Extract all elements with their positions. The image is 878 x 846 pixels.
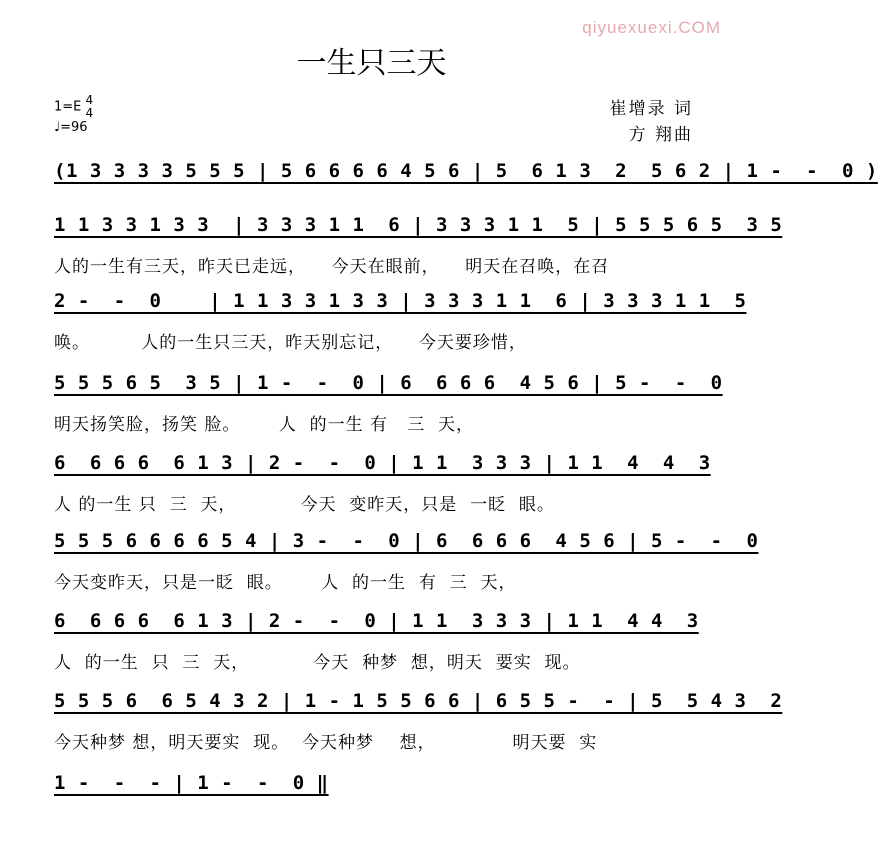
score-row xyxy=(54,690,783,764)
key-signature: 1=E xyxy=(54,99,82,115)
lyrics-line: 人 的一生 只 三 天， 今天 变昨天，只是 一眨 眼。 xyxy=(54,495,555,515)
lyrics-line: 唤。 人的一生只三天，昨天别忘记， 今天要珍惜， xyxy=(54,333,527,353)
notes-line: 2 - - 0 | 1 1 3 3 1 3 3 | 3 3 3 1 1 6 | 3 3 3 1 1 5 xyxy=(54,290,747,312)
notes-line: 5 5 5 6 6 5 4 3 2 | 1 - 1 5 5 6 6 | 6 5 5 - - | 5 5 4 3 2 xyxy=(54,690,783,712)
lyrics-line: 今天种梦 想，明天要实 现。 今天种梦 想， 明天要 实 xyxy=(54,733,598,753)
lyrics-line: 今天变昨天，只是一眨 眼。 人 的一生 有 三 天， xyxy=(54,573,517,593)
watermark: qiyuexuexi.COM xyxy=(582,18,721,37)
score-row xyxy=(54,610,699,684)
composer: 方 翔曲 xyxy=(628,125,693,145)
tempo: =96 xyxy=(60,120,88,135)
notes-line: 5 5 5 6 5 3 5 | 1 - - 0 | 6 6 6 6 4 5 6 | 5 - - 0 xyxy=(54,372,723,394)
lyrics-line xyxy=(54,810,694,836)
score-row xyxy=(54,214,783,288)
notes-line: (1 3 3 3 3 5 5 5 | 5 6 6 6 6 4 5 6 | 5 6 1 3 2 5 6 2 | 1 - - 0 ) xyxy=(54,160,878,182)
quarter-note-icon: ♩ xyxy=(54,120,61,135)
score-row xyxy=(54,372,723,446)
score-row xyxy=(54,772,694,846)
lyricist: 崔增录 词 xyxy=(609,99,693,119)
notes-line: 6 6 6 6 6 1 3 | 2 - - 0 | 1 1 3 3 3 | 1 1 4 4 3 xyxy=(54,452,711,474)
notes-line: 1 - - - | 1 - - 0 ‖ xyxy=(54,772,329,794)
notes-line: 1 1 3 3 1 3 3 | 3 3 3 1 1 6 | 3 3 3 1 1 5 | 5 5 5 6 5 3 5 xyxy=(54,214,783,236)
time-signature: 4 4 xyxy=(85,93,94,120)
score-row xyxy=(54,290,747,364)
score-row xyxy=(54,530,759,604)
lyrics-line: 明天扬笑脸，扬笑 脸。 人 的一生 有 三 天， xyxy=(54,415,475,435)
lyrics-line: 人 的一生 只 三 天， 今天 种梦 想，明天 要实 现。 xyxy=(54,653,581,673)
notes-line: 6 6 6 6 6 1 3 | 2 - - 0 | 1 1 3 3 3 | 1 1 4 4 3 xyxy=(54,610,699,632)
lyrics-line: 人的一生有三天，昨天已走远， 今天在眼前， 明天在召唤，在召 xyxy=(54,257,610,277)
key-tempo xyxy=(54,94,93,135)
song-title: 一生只三天 xyxy=(296,46,447,81)
score-row xyxy=(54,452,711,526)
notes-line: 5 5 5 6 6 6 6 5 4 | 3 - - 0 | 6 6 6 6 4 5 6 | 5 - - 0 xyxy=(54,530,759,552)
credits xyxy=(610,96,693,148)
